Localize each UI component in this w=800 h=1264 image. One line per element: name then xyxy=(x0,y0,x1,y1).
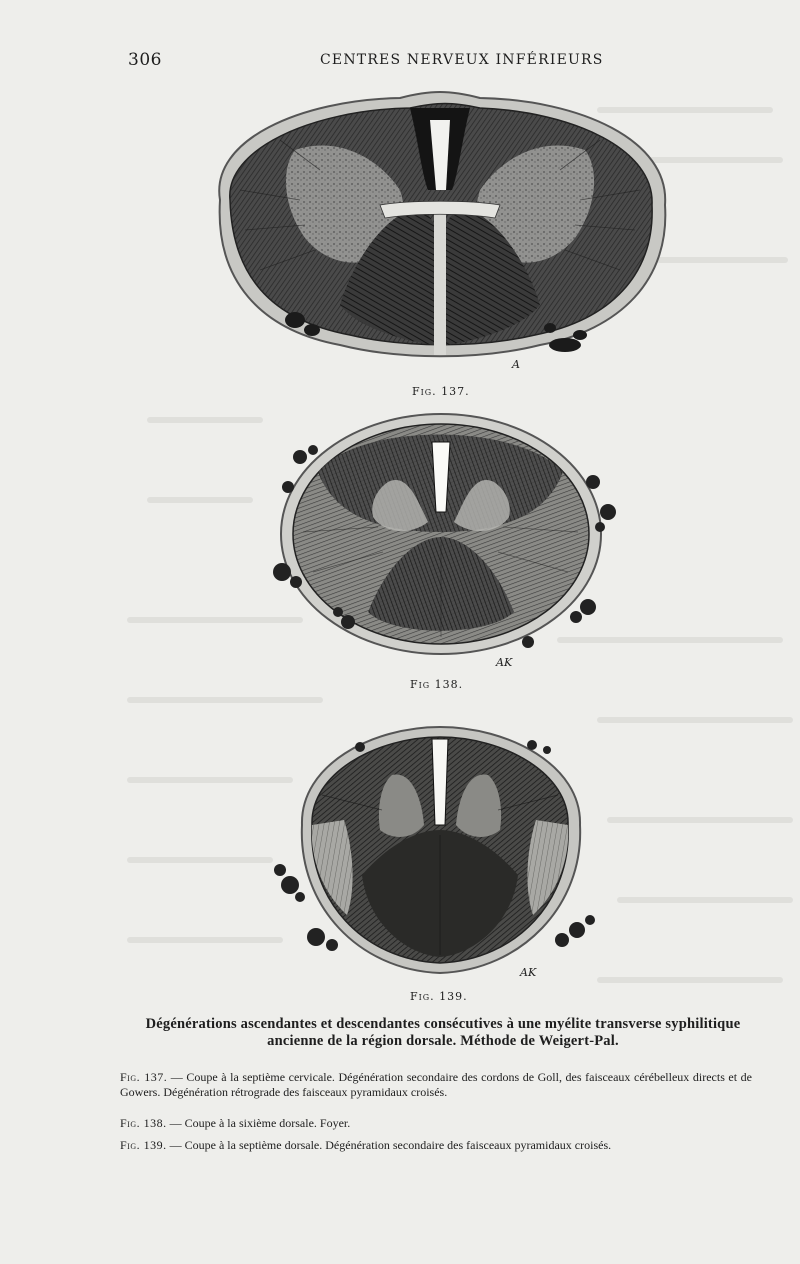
running-title: CENTRES NERVEUX INFÉRIEURS xyxy=(320,52,604,68)
figure-139-label: Fig. 139. xyxy=(410,990,468,1003)
figure-137-label: Fig. 137. xyxy=(412,385,470,398)
legend-item-138 xyxy=(120,1116,752,1131)
legend-ref-139: Fig. 139. xyxy=(120,1138,167,1152)
figure-138-label: Fig 138. xyxy=(410,678,464,691)
figure-137-illustration xyxy=(200,80,680,370)
legend-item-139 xyxy=(120,1138,752,1153)
legend-ref-137: Fig. 137. xyxy=(120,1070,168,1084)
legend-item-137 xyxy=(120,1070,752,1100)
legend-text-139: — Coupe à la septième dorsale. Dégénération secondaire des faisceaux pyramidaux croisés. xyxy=(169,1138,612,1152)
figure-139-illustration xyxy=(272,715,608,987)
artist-signature-138: AK xyxy=(496,656,513,669)
artist-signature-139: AK xyxy=(520,966,537,979)
legend-text-138: — Coupe à la sixième dorsale. Foyer. xyxy=(169,1116,351,1130)
legend-text-137: — Coupe à la septième cervicale. Dégénération secondaire des cordons de Goll, des faisceaux cérébelleux directs et de Gowers. Dégénération rétrograde des faisceaux pyramidaux croisés. xyxy=(120,1070,752,1099)
legend-ref-138: Fig. 138. xyxy=(120,1116,167,1130)
figure-caption: Dégénérations ascendantes et descendantes consécutives à une myélite transverse syphilitique ancienne de la région dorsale. Méthode de Weigert-Pal. xyxy=(145,1016,741,1049)
figure-138-illustration xyxy=(258,412,630,672)
page-number: 306 xyxy=(128,50,162,70)
artist-signature-137: A xyxy=(512,358,520,371)
